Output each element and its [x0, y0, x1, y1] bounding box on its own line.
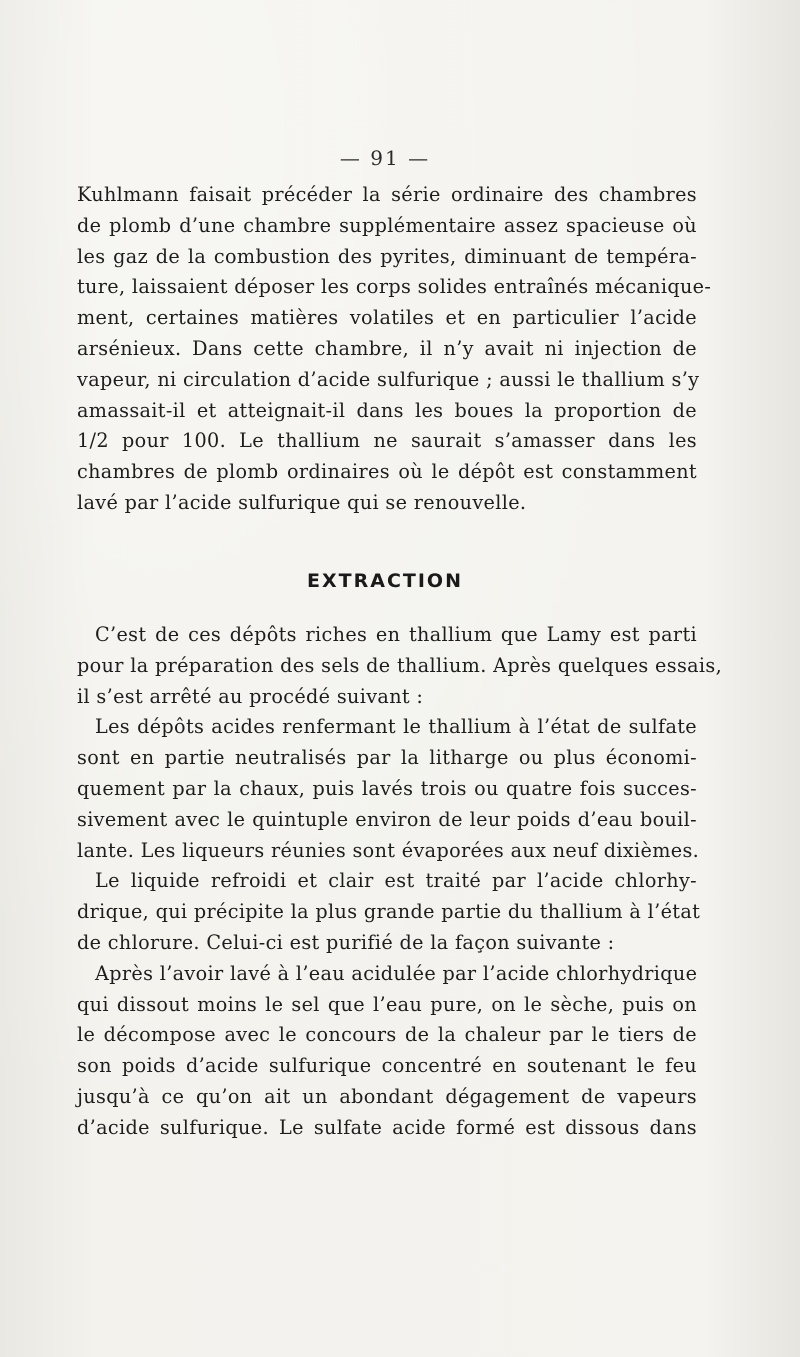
section-heading: EXTRACTION [307, 570, 463, 592]
text-line: sont en partie neutralisés par la litharge ou plus économi- [77, 746, 697, 770]
text-line: chambres de plomb ordinaires où le dépôt est constamment [77, 460, 697, 484]
text-line: pour la préparation des sels de thallium. Après quelques essais, [77, 653, 723, 677]
text-line: les gaz de la combustion des pyrites, diminuant de tempéra- [77, 244, 697, 268]
text-line: d’acide sulfurique. Le sulfate acide formé est dissous dans [77, 1115, 697, 1139]
text-line: Le liquide refroidi et clair est traité par l’acide chlorhy- [95, 869, 697, 893]
text-line: arsénieux. Dans cette chambre, il n’y avait ni injection de [77, 336, 697, 360]
text-line: C’est de ces dépôts riches en thallium que Lamy est parti [95, 623, 697, 646]
text-line: Kuhlmann faisait précéder la série ordinaire des chambres [77, 183, 697, 206]
text-line: de chlorure. Celui-ci est purifié de la façon suivante : [77, 930, 615, 954]
text-line: qui dissout moins le sel que l’eau pure, on le sèche, puis on [77, 992, 697, 1016]
text-line: quement par la chaux, puis lavés trois ou quatre fois succes- [77, 776, 697, 800]
text-line: lante. Les liqueurs réunies sont évaporées aux neuf dixièmes. [77, 838, 700, 862]
text-line: Les dépôts acides renfermant le thallium à l’état de sulfate [95, 715, 697, 739]
paragraph-extraction [77, 620, 723, 1144]
paragraph-kuhlmann [77, 180, 712, 519]
text-line: drique, qui précipite la plus grande partie du thallium à l’état [77, 900, 701, 924]
page-number: — 91 — [339, 146, 431, 170]
text-line: jusqu’à ce qu’on ait un abondant dégagement de vapeurs [77, 1084, 697, 1108]
text-line: ture, laissaient déposer les corps solides entraînés mécanique- [77, 275, 712, 299]
text-line: de plomb d’une chambre supplémentaire assez spacieuse où [77, 213, 697, 237]
text-line: vapeur, ni circulation d’acide sulfurique ; aussi le thallium s’y [77, 367, 700, 391]
text-line: le décompose avec le concours de la chaleur par le tiers de [77, 1023, 697, 1047]
text-line: son poids d’acide sulfurique concentré en soutenant le feu [77, 1054, 697, 1078]
text-line: Après l’avoir lavé à l’eau acidulée par l’acide chlorhydrique [95, 961, 698, 985]
text-line: lavé par l’acide sulfurique qui se renouvelle. [77, 490, 527, 514]
text-line: ment, certaines matières volatiles et en particulier l’acide [77, 306, 697, 330]
text-line: il s’est arrêté au procédé suivant : [77, 684, 424, 708]
text-line: sivement avec le quintuple environ de leur poids d’eau bouil- [77, 807, 697, 831]
text-line: 1/2 pour 100. Le thallium ne saurait s’amasser dans les [77, 429, 697, 453]
text-line: amassait-il et atteignait-il dans les boues la proportion de [77, 398, 697, 422]
